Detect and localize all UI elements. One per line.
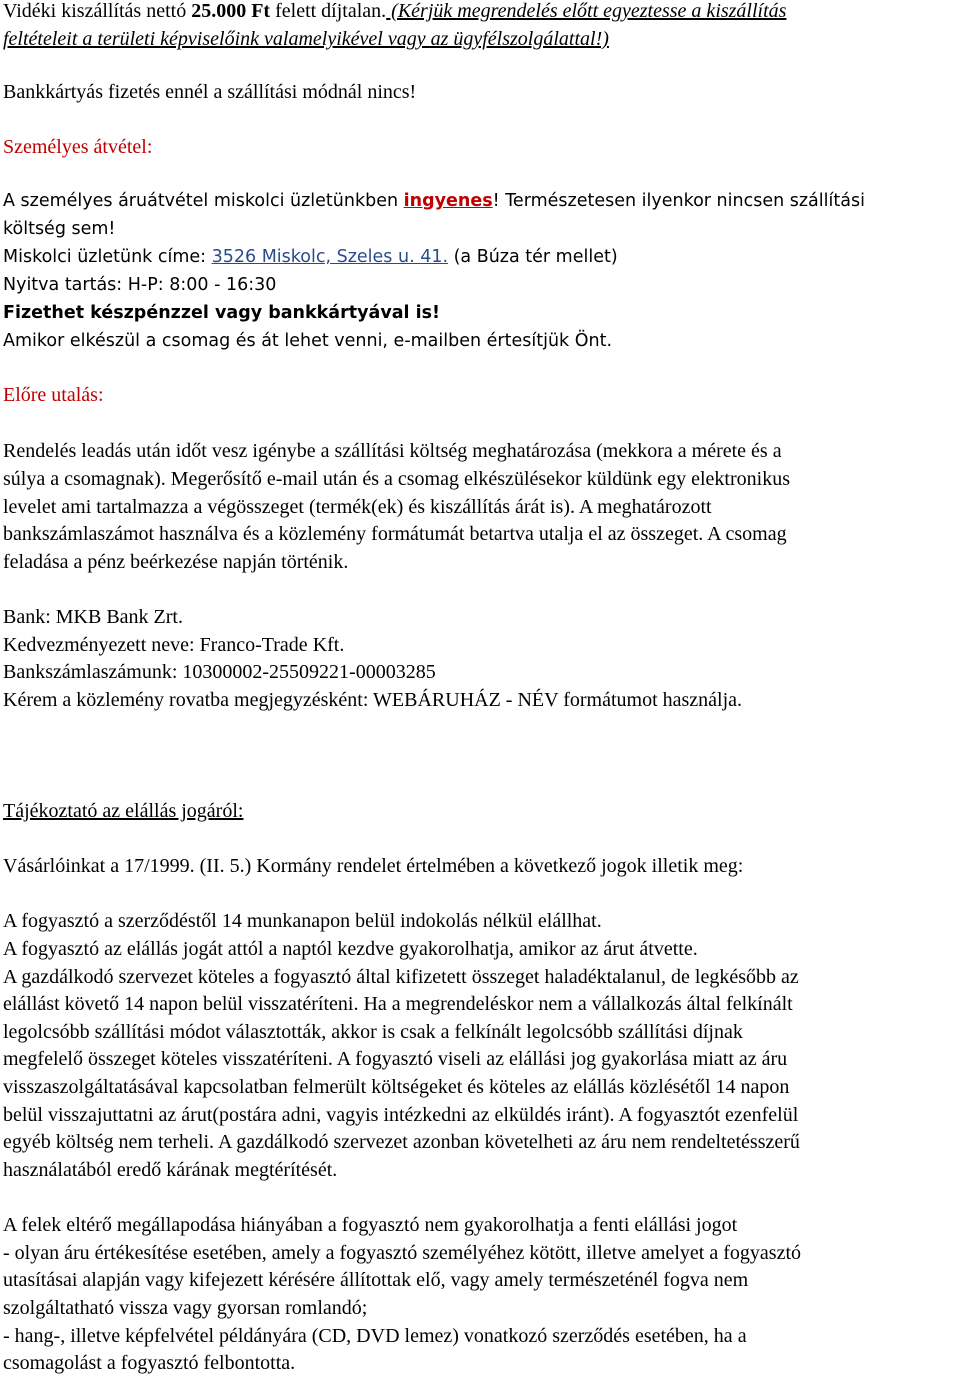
opening-hours: Nyitva tartás: H-P: 8:00 - 16:30 [3, 275, 277, 295]
withdrawal-paragraph-line: megfelelő összeget köteles visszatéríteni. A fogyasztó viseli az elállási jog gyakorlása miatt az áru [3, 1048, 788, 1070]
shipping-line-2: feltételeit a területi képviselőink valamelyikével vagy az ügyfélszolgálattal!) [3, 28, 609, 50]
withdrawal-paragraph-line: visszaszolgáltatásával kapcsolatban felmerült költségeket és köteles az elállás közlésétől 14 napon [3, 1076, 790, 1098]
exceptions-line: szolgáltatható vissza vagy gyorsan romlandó; [3, 1297, 368, 1319]
withdrawal-paragraph-line: A fogyasztó a szerződéstől 14 munkanapon belül indokolás nélkül elállhat. [3, 910, 602, 932]
card-payment-note: Bankkártyás fizetés ennél a szállítási módnál nincs! [3, 81, 417, 103]
pickup-payment-note: Fizethet készpénzzel vagy bankkártyával is! [3, 303, 441, 323]
prepay-paragraph-line: súlya a csomagnak). Megerősítő e-mail után és a csomag elkészülésekor küldünk egy elektronikus [3, 468, 790, 490]
store-address-link[interactable]: 3526 Miskolc, Szeles u. 41. [211, 247, 449, 267]
exceptions-line: utasításai alapján vagy kifejezett kérésére állítottak elő, vagy amely természeténél fogva nem [3, 1269, 749, 1291]
pickup-heading: Személyes átvétel: [3, 136, 153, 158]
exceptions-line: A felek eltérő megállapodása hiányában a fogyasztó nem gyakorolhatja a fenti elállási jogot [3, 1214, 738, 1236]
withdrawal-paragraph-line: elállást követő 14 napon belül visszatéríteni. Ha a megrendeléskor nem a vállalkozás által felkínált [3, 993, 793, 1015]
withdrawal-paragraph-line: A gazdálkodó szervezet köteles a fogyasztó által kifizetett összeget haladéktalanul, de legkésőbb az [3, 966, 799, 988]
free-pickup-highlight: ingyenes [403, 191, 493, 211]
shipping-note-italic: (Kérjük megrendelés előtt egyeztesse a kiszállítás [386, 0, 787, 22]
prepay-paragraph-line: bankszámlaszámot használva és a közlemény formátumát betartva utalja el az összeget. A csomag [3, 523, 787, 545]
withdrawal-paragraph-line: legolcsóbb szállítási módot választották, akkor is csak a felkínált legolcsóbb szállítási díjnak [3, 1021, 743, 1043]
reference-instructions: Kérem a közlemény rovatba megjegyzésként: WEBÁRUHÁZ - NÉV formátumot használja. [3, 689, 743, 711]
exceptions-line: csomagolást a fogyasztó felbontotta. [3, 1352, 296, 1374]
pickup-line-2: költség sem! [3, 219, 116, 239]
shipping-text-free: felett díjtalan. [270, 0, 387, 22]
withdrawal-heading: Tájékoztató az elállás jogáról: [3, 800, 244, 822]
pickup-line-1 [3, 187, 865, 215]
prepay-paragraph-line: feladása a pénz beérkezése napján történik. [3, 551, 349, 573]
pickup-text-end: ! Természetesen ilyenkor nincsen szállítási [492, 191, 865, 211]
store-address-line [3, 243, 618, 271]
withdrawal-paragraph-line: A fogyasztó az elállás jogát attól a naptól kezdve gyakorolhatja, amikor az árut átvette. [3, 938, 698, 960]
bank-name: Bank: MKB Bank Zrt. [3, 606, 183, 628]
pickup-email-note: Amikor elkészül a csomag és át lehet venni, e-mailben értesítjük Önt. [3, 331, 613, 351]
withdrawal-paragraph-line: belül visszajuttatni az árut(postára adni, vagyis intézkedni az elküldés iránt). A fogyasztót ezenfelül [3, 1104, 799, 1126]
prepay-paragraph-line: Rendelés leadás után időt vesz igénybe a szállítási költség meghatározása (mekkora a mérete és a [3, 440, 782, 462]
prepay-paragraph-line: levelet ami tartalmazza a végösszeget (termék(ek) és kiszállítás árát is). A meghatározott [3, 496, 712, 518]
bank-account-number: Bankszámlaszámunk: 10300002-25509221-00003285 [3, 661, 436, 683]
address-label: Miskolci üzletünk címe: [3, 247, 212, 267]
withdrawal-paragraph-line: használatából eredő kárának megtérítését. [3, 1159, 338, 1181]
pickup-text: A személyes áruátvétel miskolci üzletünkben [3, 191, 404, 211]
beneficiary-name: Kedvezményezett neve: Franco-Trade Kft. [3, 634, 345, 656]
exceptions-line: - olyan áru értékesítése esetében, amely a fogyasztó személyéhez kötött, illetve amelyet a fogyasztó [3, 1242, 801, 1264]
address-landmark: (a Búza tér mellet) [448, 247, 618, 267]
exceptions-line: - hang-, illetve képfelvétel példányára (CD, DVD lemez) vonatkozó szerződés esetében, ha a [3, 1325, 747, 1347]
shipping-text: Vidéki kiszállítás nettó [3, 0, 192, 22]
withdrawal-intro: Vásárlóinkat a 17/1999. (II. 5.) Kormány rendelet értelmében a következő jogok illetik meg: [3, 855, 744, 877]
withdrawal-paragraph-line: egyéb költség nem terheli. A gazdálkodó szervezet azonban követelheti az áru nem rendeltetésszerű [3, 1131, 800, 1153]
free-shipping-threshold: 25.000 Ft [191, 0, 271, 22]
prepay-heading: Előre utalás: [3, 384, 104, 406]
shipping-line-1 [3, 0, 786, 25]
